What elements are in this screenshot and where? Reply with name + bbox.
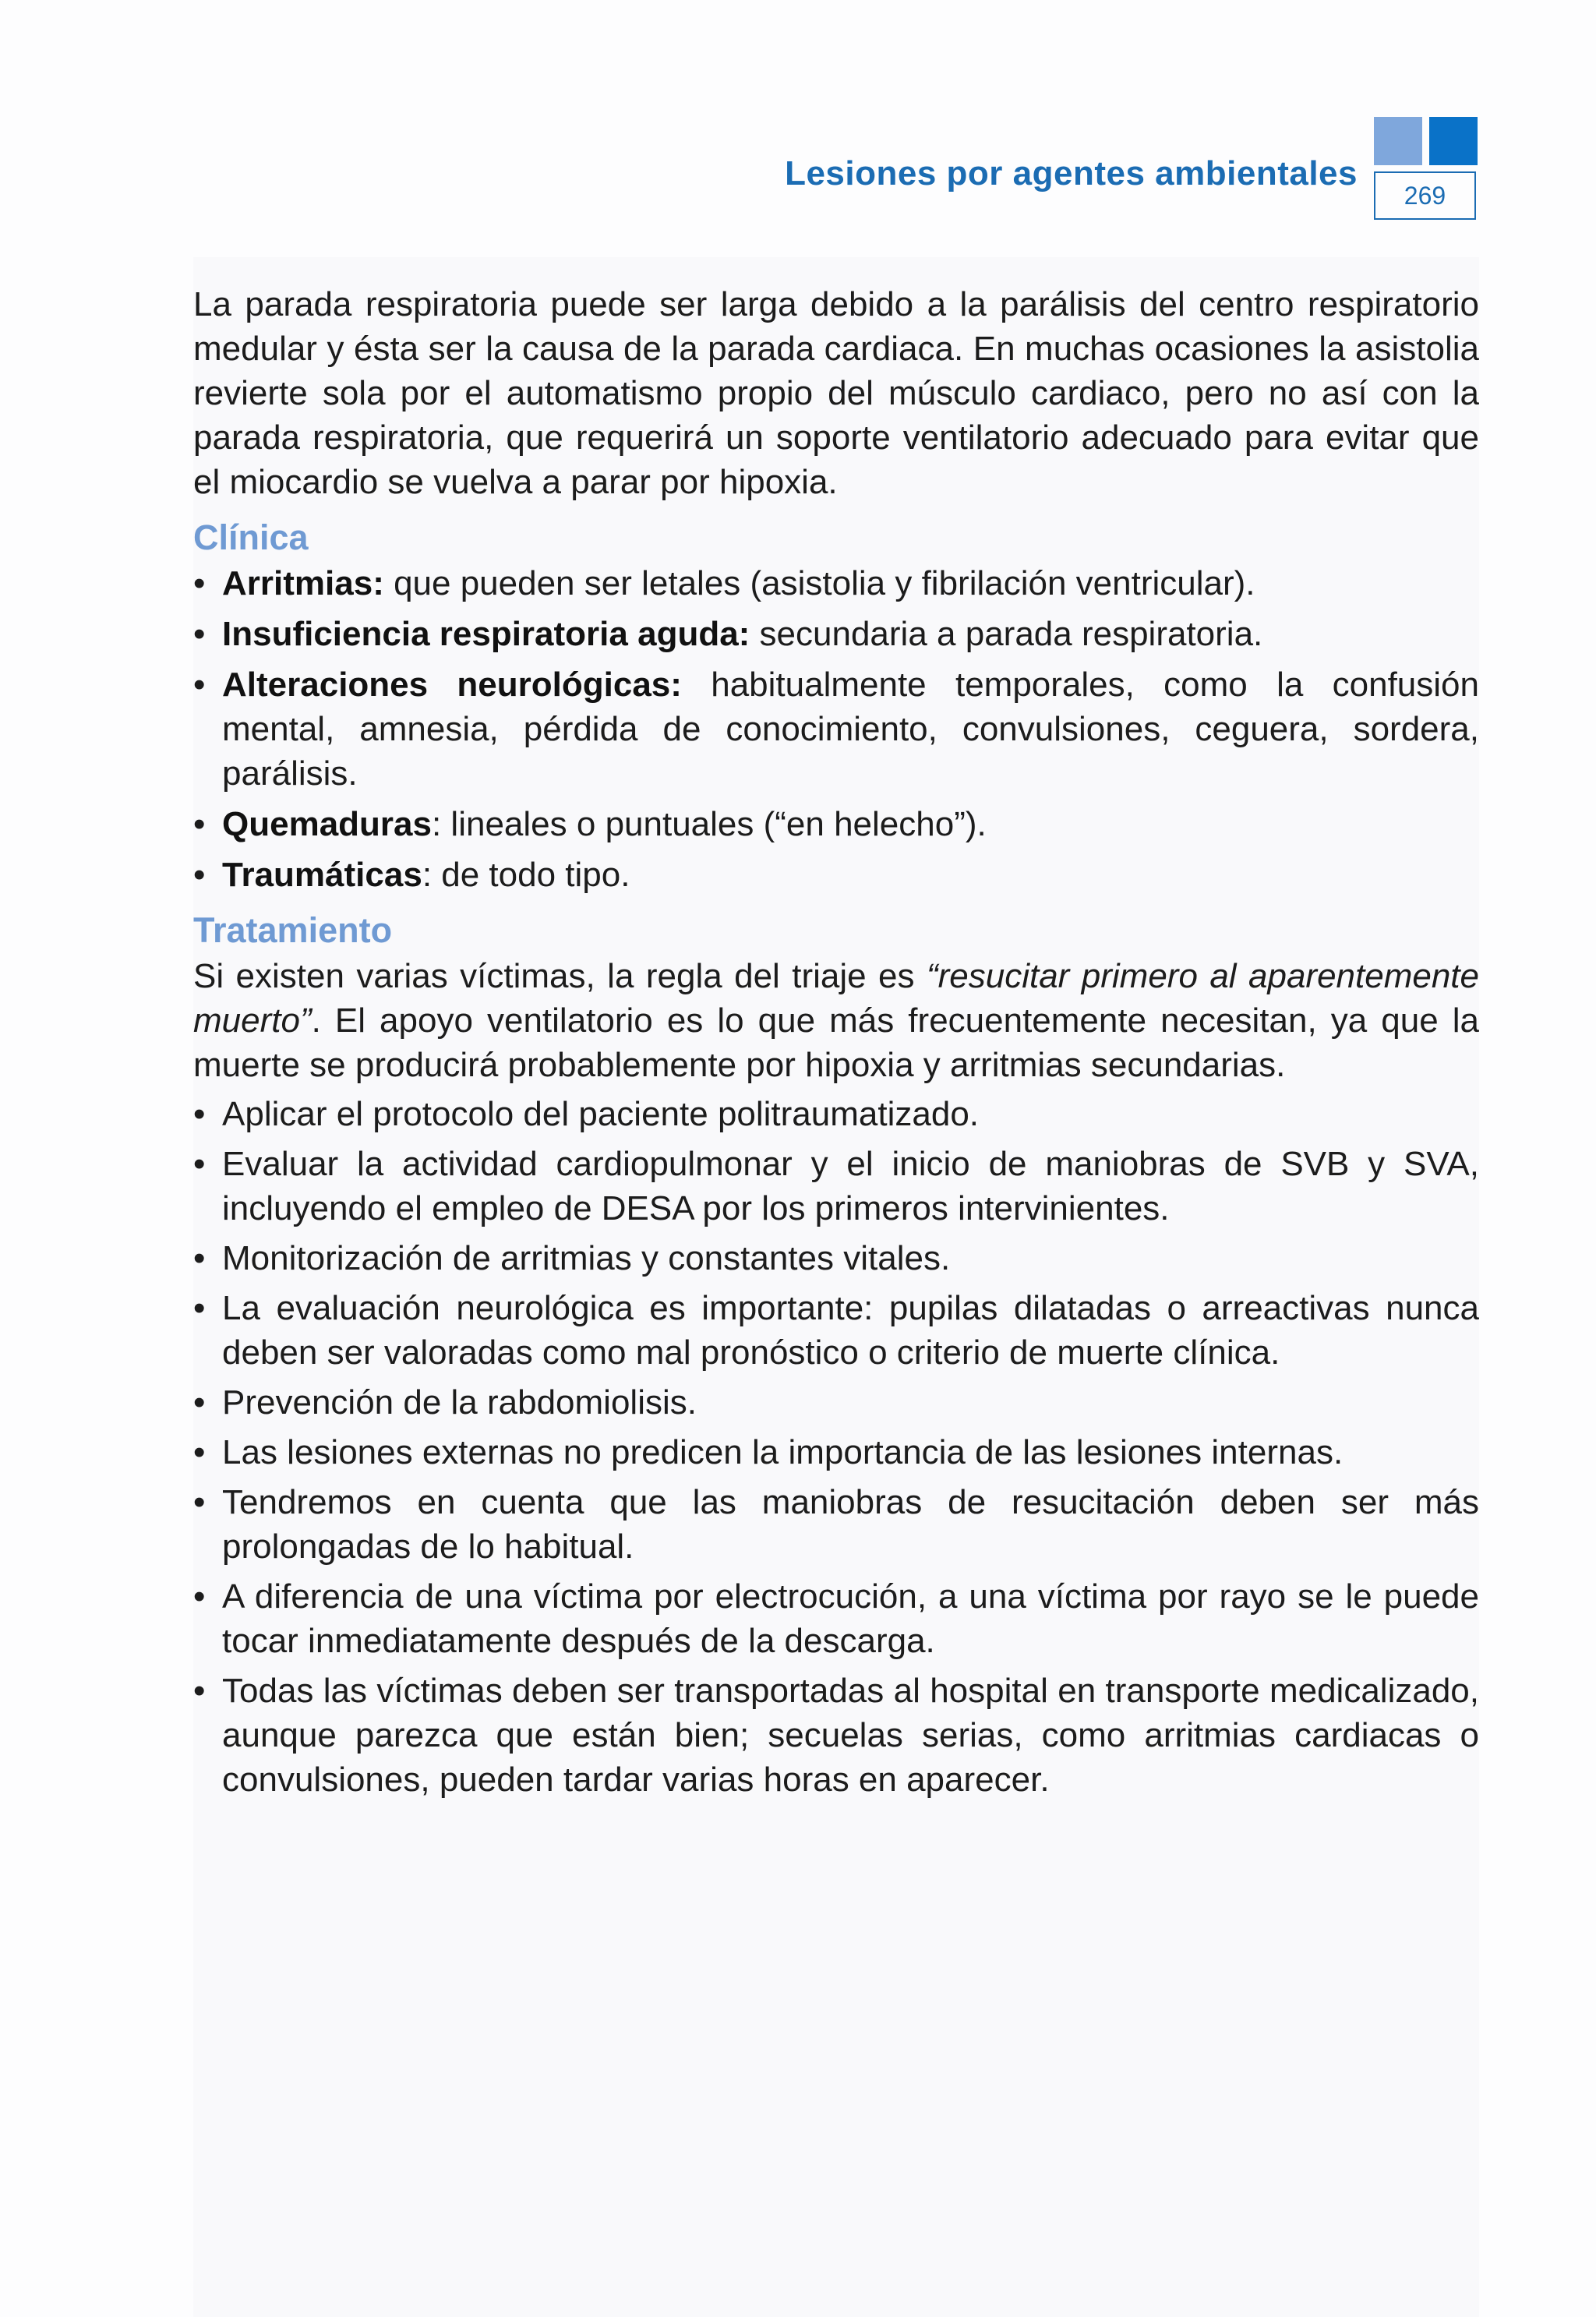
tratamiento-intro-start: Si existen varias víctimas, la regla del triaje es xyxy=(193,957,927,995)
bullet-icon: • xyxy=(193,805,206,843)
section-heading-clinica: Clínica xyxy=(193,517,309,557)
bullet-icon: • xyxy=(193,1145,206,1183)
page-number: 269 xyxy=(1374,171,1476,220)
tratamiento-intro-end: . El apoyo ventilatorio es lo que más frecuentemente necesitan, ya que la muerte se producirá probablemente por hipoxia y arritmias secundarias. xyxy=(193,1001,1479,1084)
list-item xyxy=(193,612,1479,656)
list-item xyxy=(193,1092,1479,1136)
list-item-text: : lineales o puntuales (“en helecho”). xyxy=(431,805,987,843)
decorative-square-dark xyxy=(1429,117,1478,165)
main-content xyxy=(193,282,1479,1807)
list-item xyxy=(193,1286,1479,1375)
tratamiento-paragraph xyxy=(193,954,1479,1087)
list-item-text: Las lesiones externas no predicen la importancia de las lesiones internas. xyxy=(222,1433,1344,1471)
running-title: Lesiones por agentes ambientales xyxy=(785,154,1358,192)
list-item-term: Arritmias: xyxy=(222,564,384,602)
list-item xyxy=(193,662,1479,796)
list-item-text: Todas las víctimas deben ser transportadas al hospital en transporte medicalizado, aunque parezca que están bien; secuelas serias, como arritmias cardiacas o convulsiones, pueden tardar varias horas en aparecer. xyxy=(222,1672,1479,1799)
bullet-icon: • xyxy=(193,1095,206,1133)
list-item xyxy=(193,561,1479,606)
section-heading-tratamiento: Tratamiento xyxy=(193,910,393,950)
list-item xyxy=(193,1480,1479,1569)
list-item-text: que pueden ser letales (asistolia y fibrilación ventricular). xyxy=(383,564,1255,602)
list-item-text: Evaluar la actividad cardiopulmonar y el inicio de maniobras de SVB y SVA, incluyendo el empleo de DESA por los primeros intervinientes. xyxy=(222,1145,1479,1227)
list-item-text: Prevención de la rabdomiolisis. xyxy=(222,1383,697,1422)
list-item xyxy=(193,1142,1479,1231)
clinica-list xyxy=(193,561,1479,897)
list-item-term: Traumáticas xyxy=(222,856,422,894)
intro-paragraph: La parada respiratoria puede ser larga debido a la parálisis del centro respiratorio medular y ésta ser la causa de la parada cardiaca. En muchas ocasiones la asistolia revierte sola por el automatismo propio del músculo cardiaco, pero no así con la parada respiratoria, que requerirá un soporte ventilatorio adecuado para evitar que el miocardio se vuelva a parar por hipoxia. xyxy=(193,285,1479,501)
list-item xyxy=(193,1669,1479,1802)
list-item-text: habitualmente temporales, como la confusión mental, amnesia, pérdida de conocimiento, convulsiones, ceguera, sordera, parálisis. xyxy=(222,666,1479,793)
list-item-text: secundaria a parada respiratoria. xyxy=(750,615,1263,653)
bullet-icon: • xyxy=(193,856,206,894)
bullet-icon: • xyxy=(193,1289,206,1327)
list-item-text: Aplicar el protocolo del paciente politraumatizado. xyxy=(222,1095,980,1133)
list-item-term: Alteraciones neurológicas: xyxy=(222,666,682,704)
list-item-text: La evaluación neurológica es importante: pupilas dilatadas o arreactivas nunca deben ser valoradas como mal pronóstico o criterio de muerte clínica. xyxy=(222,1289,1479,1372)
list-item xyxy=(193,1236,1479,1280)
list-item xyxy=(193,1380,1479,1425)
list-item-text: : de todo tipo. xyxy=(422,856,630,894)
bullet-icon: • xyxy=(193,1239,206,1277)
list-item xyxy=(193,853,1479,897)
tratamiento-intro-quote: “resucitar primero al aparentemente muerto” xyxy=(193,957,1479,1040)
list-item xyxy=(193,1574,1479,1663)
list-item-text: Monitorización de arritmias y constantes vitales. xyxy=(222,1239,951,1277)
bullet-icon: • xyxy=(193,1672,206,1710)
bullet-icon: • xyxy=(193,1433,206,1471)
bullet-icon: • xyxy=(193,564,206,602)
tratamiento-list xyxy=(193,1092,1479,1802)
bullet-icon: • xyxy=(193,615,206,653)
list-item-text: Tendremos en cuenta que las maniobras de resucitación deben ser más prolongadas de lo habitual. xyxy=(222,1483,1479,1566)
bullet-icon: • xyxy=(193,666,206,704)
list-item-term: Insuficiencia respiratoria aguda: xyxy=(222,615,750,653)
list-item xyxy=(193,1430,1479,1475)
list-item xyxy=(193,802,1479,846)
list-item-text: A diferencia de una víctima por electrocución, a una víctima por rayo se le puede tocar inmediatamente después de la descarga. xyxy=(222,1577,1479,1660)
list-item-term: Quemaduras xyxy=(222,805,432,843)
bullet-icon: • xyxy=(193,1383,206,1422)
bullet-icon: • xyxy=(193,1483,206,1521)
bullet-icon: • xyxy=(193,1577,206,1616)
decorative-square-light xyxy=(1374,117,1422,165)
